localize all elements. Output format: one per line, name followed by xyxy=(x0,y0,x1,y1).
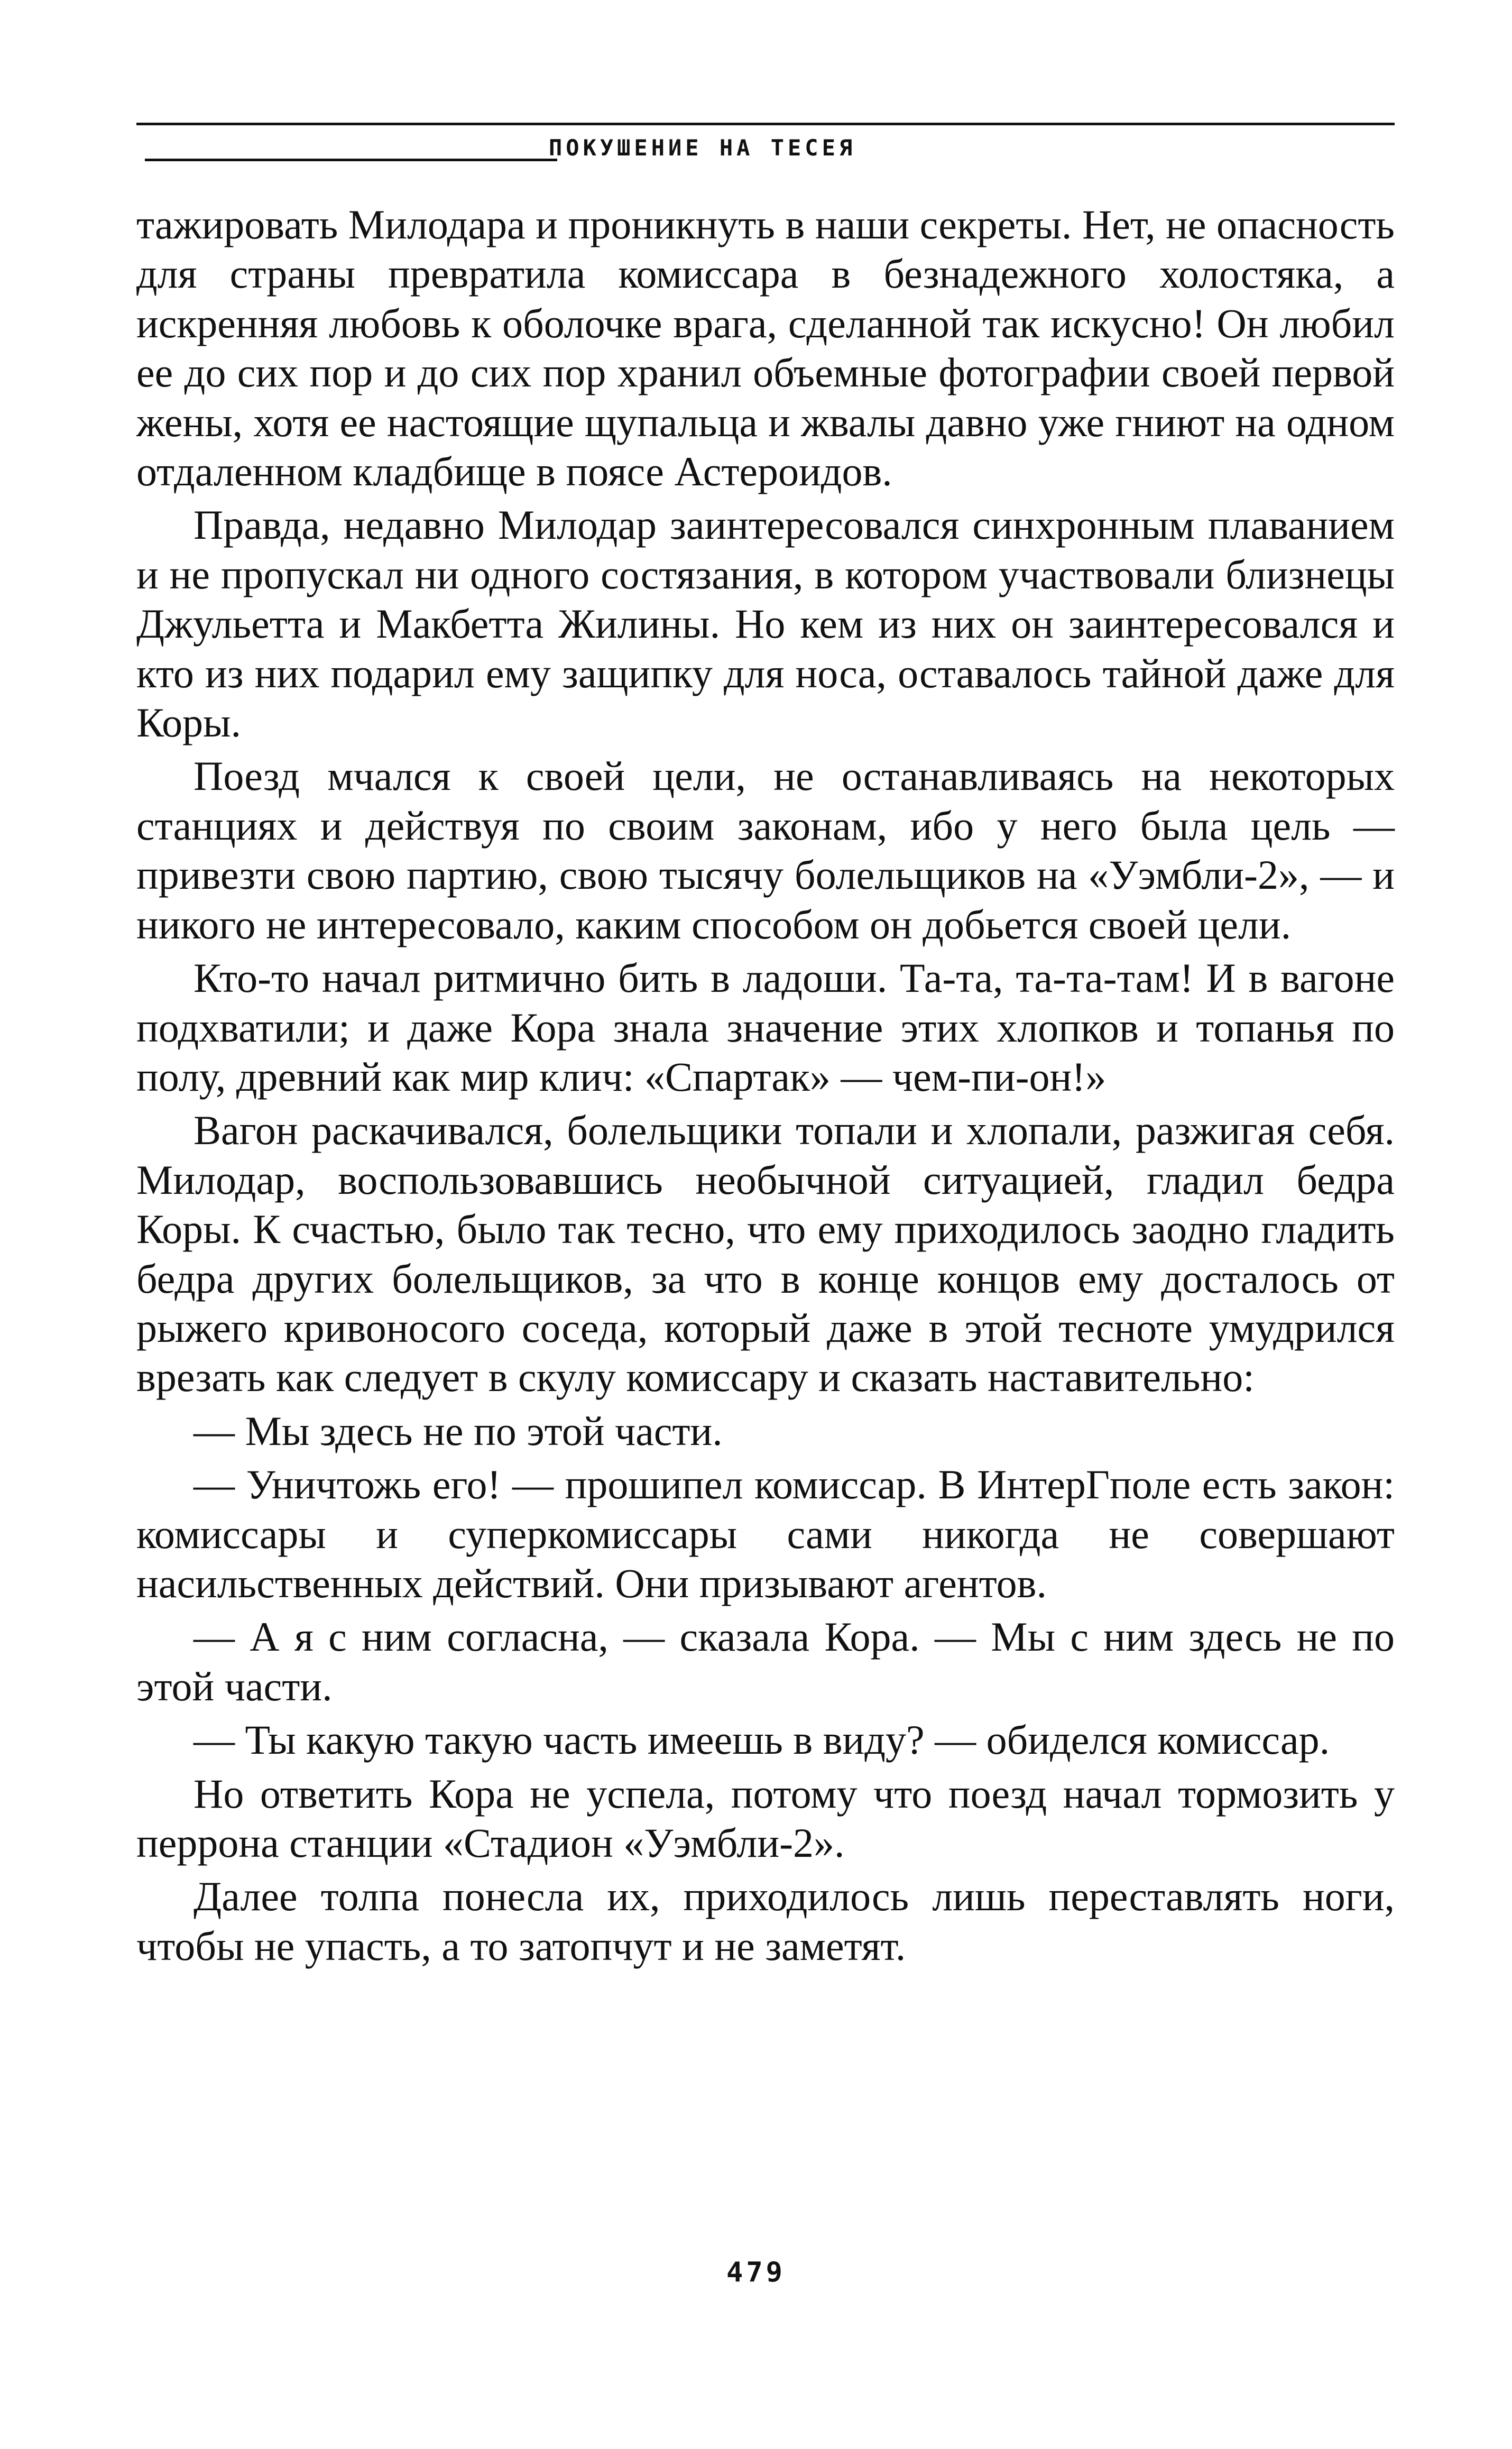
paragraph-11: Далее толпа понесла их, приходилось лишь переставлять ноги, чтобы не упасть, а то затопчут и не заметят. xyxy=(136,1873,1395,1969)
paragraph-6-dialogue: — Мы здесь не по этой части. xyxy=(193,1407,723,1454)
header-rule-left xyxy=(145,159,557,161)
paragraph-3: Поезд мчался к своей цели, не останавливаясь на некоторых станциях и действуя по своим законам, ибо у него была цель — привезти свою партию, свою тысячу болельщиков на «Уэмбли-2», — и никого не интересовало, каким способом он добьется своей цели. xyxy=(136,753,1395,947)
header-rule-top xyxy=(136,123,1395,125)
paragraph-2: Правда, недавно Милодар заинтересовался синхронным плаванием и не пропускал ни одного состязания, в котором участвовали близнецы Джульетта и Макбетта Жилины. Но кем из них он заинтересовался и кто из них подарил ему защипку для носа, оставалось тайной даже для Коры. xyxy=(136,502,1395,746)
paragraph-9-dialogue: — Ты какую такую часть имеешь в виду? — обиделся комиссар. xyxy=(193,1717,1330,1763)
paragraph-8-dialogue: — А я с ним согласна, — сказала Кора. — Мы с ним здесь не по этой части. xyxy=(136,1614,1395,1709)
body-text xyxy=(136,200,1395,1975)
paragraph-10: Но ответить Кора не успела, потому что поезд начал тормозить у перрона станции «Стадион «Уэмбли-2». xyxy=(136,1770,1395,1866)
paragraph-4: Кто-то начал ритмично бить в ладоши. Та-та, та-та-там! И в вагоне подхватили; и даже Кора знала значение этих хлопков и топанья по полу, древний как мир клич: «Спартак» — чем-пи-он!» xyxy=(136,955,1395,1100)
paragraph-5: Вагон раскачивался, болельщики топали и хлопали, разжигая себя. Милодар, воспользовавшись необычной ситуацией, гладил бедра Коры. К счастью, было так тесно, что ему приходилось заодно гладить бедра других болельщиков, за что в конце концов ему досталось от рыжего кривоносого соседа, который даже в этой тесноте умудрился врезать как следует в скулу комиссару и сказать наставительно: xyxy=(136,1107,1395,1401)
running-title: ПОКУШЕНИЕ НА ТЕСЕЯ xyxy=(549,135,856,161)
paragraph-1: тажировать Милодара и проникнуть в наши секреты. Нет, не опасность для страны превратила комиссара в безнадежного холостяка, а искренняя любовь к оболочке врага, сделанной так искусно! Он любил ее до сих пор и до сих пор хранил объемные фотографии своей первой жены, хотя ее настоящие щупальца и жвалы давно уже гниют на одном отдаленном кладбище в поясе Астероидов. xyxy=(136,201,1395,495)
page-number: 479 xyxy=(726,2257,786,2288)
paragraph-7-dialogue: — Уничтожь его! — прошипел комиссар. В ИнтерГполе есть закон: комиссары и суперкомиссары сами никогда не совершают насильственных действий. Они призывают агентов. xyxy=(136,1461,1395,1606)
running-header xyxy=(136,119,1395,178)
